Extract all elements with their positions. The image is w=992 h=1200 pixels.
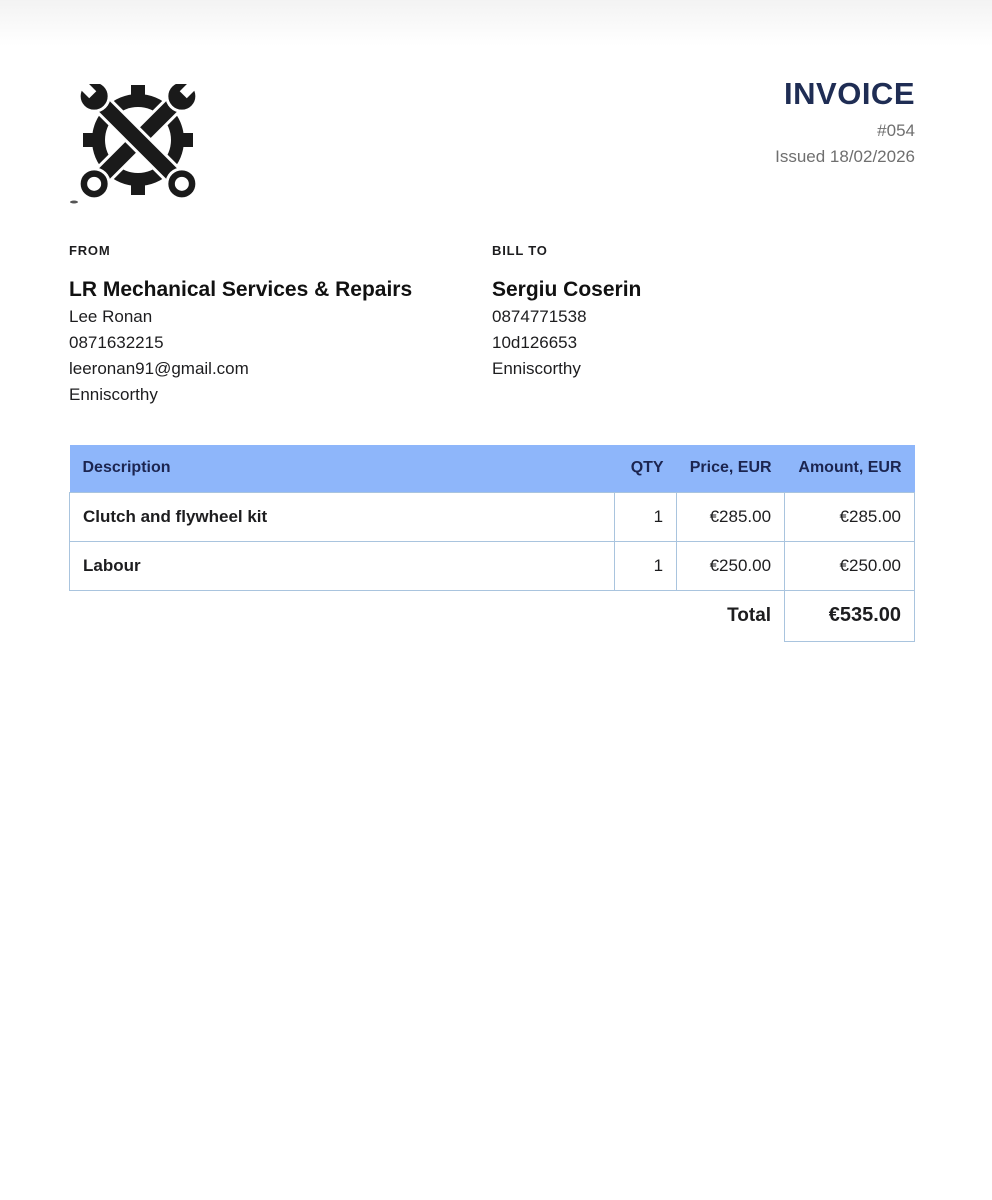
from-section [69,242,412,408]
table-header-row [70,445,915,492]
line-items-table [69,445,915,642]
row-description: Labour [70,541,615,590]
bill-to-label: BILL TO [492,243,548,258]
wrenches-gear-logo-icon [68,84,208,208]
bill-to-phone: 0874771538 [492,307,587,326]
invoice-title: INVOICE [784,76,915,111]
total-row [70,590,915,641]
header-price: Price, EUR [677,445,785,492]
from-contact: Lee Ronan [69,307,153,326]
table-row [70,541,915,590]
bill-to-reference: 10d126653 [492,333,578,352]
invoice-issued-date: Issued 18/02/2026 [775,147,915,166]
row-qty: 1 [615,492,677,541]
bill-to-section [492,242,641,382]
header-qty: QTY [615,445,677,492]
header-amount: Amount, EUR [785,445,915,492]
total-label: Total [727,604,772,626]
row-description: Clutch and flywheel kit [70,492,615,541]
row-price: €250.00 [677,541,785,590]
row-amount: €285.00 [785,492,915,541]
bill-to-name: Sergiu Coserin [492,278,642,301]
row-qty: 1 [615,541,677,590]
bill-to-location: Enniscorthy [492,359,581,378]
from-phone: 0871632215 [69,333,164,352]
top-shade [0,0,992,46]
from-email: leeronan91@gmail.com [69,359,249,378]
invoice-number: #054 [877,121,915,140]
table-row [70,492,915,541]
from-company: LR Mechanical Services & Repairs [69,278,413,301]
row-price: €285.00 [677,492,785,541]
from-label: FROM [69,243,111,258]
total-value: €535.00 [785,590,915,641]
invoice-header [775,76,915,170]
from-location: Enniscorthy [69,385,158,404]
row-amount: €250.00 [785,541,915,590]
header-description: Description [70,445,615,492]
